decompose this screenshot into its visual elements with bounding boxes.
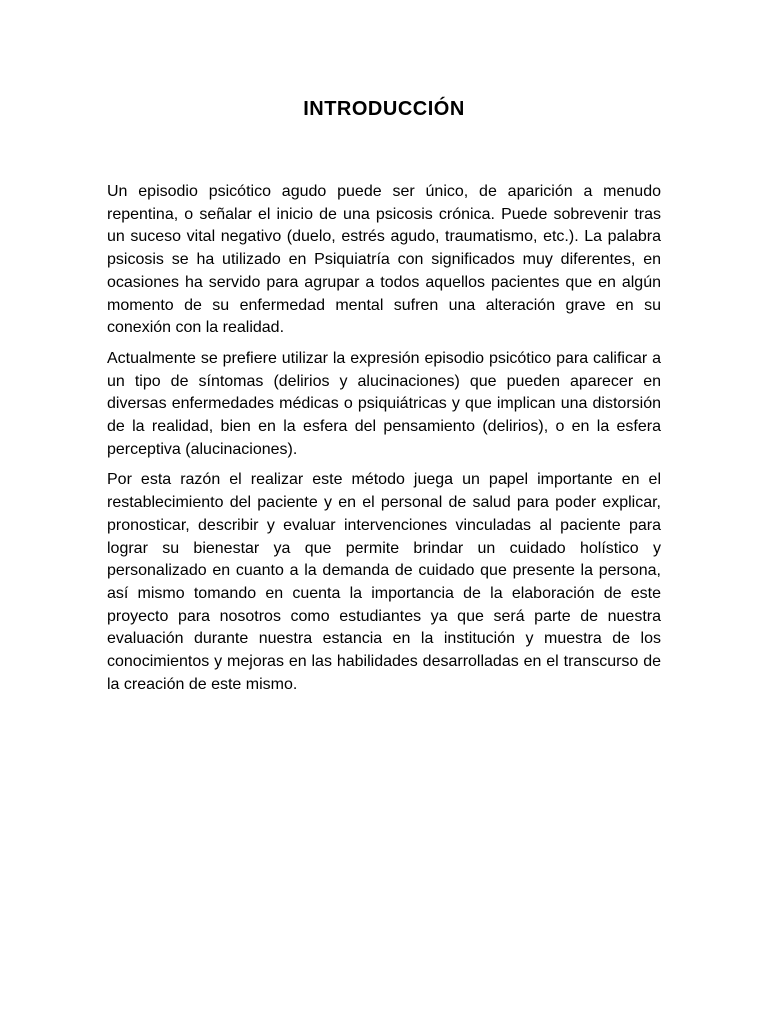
paragraph-2: Actualmente se prefiere utilizar la expresión episodio psicótico para calificar a un tipo de síntomas (delirios y alucinaciones) que pueden aparecer en diversas enfermedades médicas o psiquiátricas y que implican una distorsión de la realidad, bien en la esfera del pensamiento (delirios), o en la esfera perceptiva (alucinaciones). [107,349,661,458]
page-title: INTRODUCCIÓN [303,98,465,120]
paragraph-1: Un episodio psicótico agudo puede ser único, de aparición a menudo repentina, o señalar el inicio de una psicosis crónica. Puede sobrevenir tras un suceso vital negativo (duelo, estrés agudo, traumatismo, etc.). La palabra psicosis se ha utilizado en Psiquiatría con significados muy diferentes, en ocasiones ha servido para agrupar a todos aquellos pacientes que en algún momento de su enfermedad mental sufren una alteración grave en su conexión con la realidad. [107,183,661,337]
document-body [107,181,661,704]
paragraph-3: Por esta razón el realizar este método juega un papel importante en el restablecimiento del paciente y en el personal de salud para poder explicar, pronosticar, describir y evaluar intervenciones vinculadas al paciente para lograr su bienestar ya que permite brindar un cuidado holístico y personalizado en cuanto a la demanda de cuidado que presente la persona, así mismo tomando en cuenta la importancia de la elaboración de este proyecto para nosotros como estudiantes ya que será parte de nuestra evaluación durante nuestra estancia en la institución y muestra de los conocimientos y mejoras en las habilidades desarrolladas en el transcurso de la creación de este mismo. [107,471,661,693]
